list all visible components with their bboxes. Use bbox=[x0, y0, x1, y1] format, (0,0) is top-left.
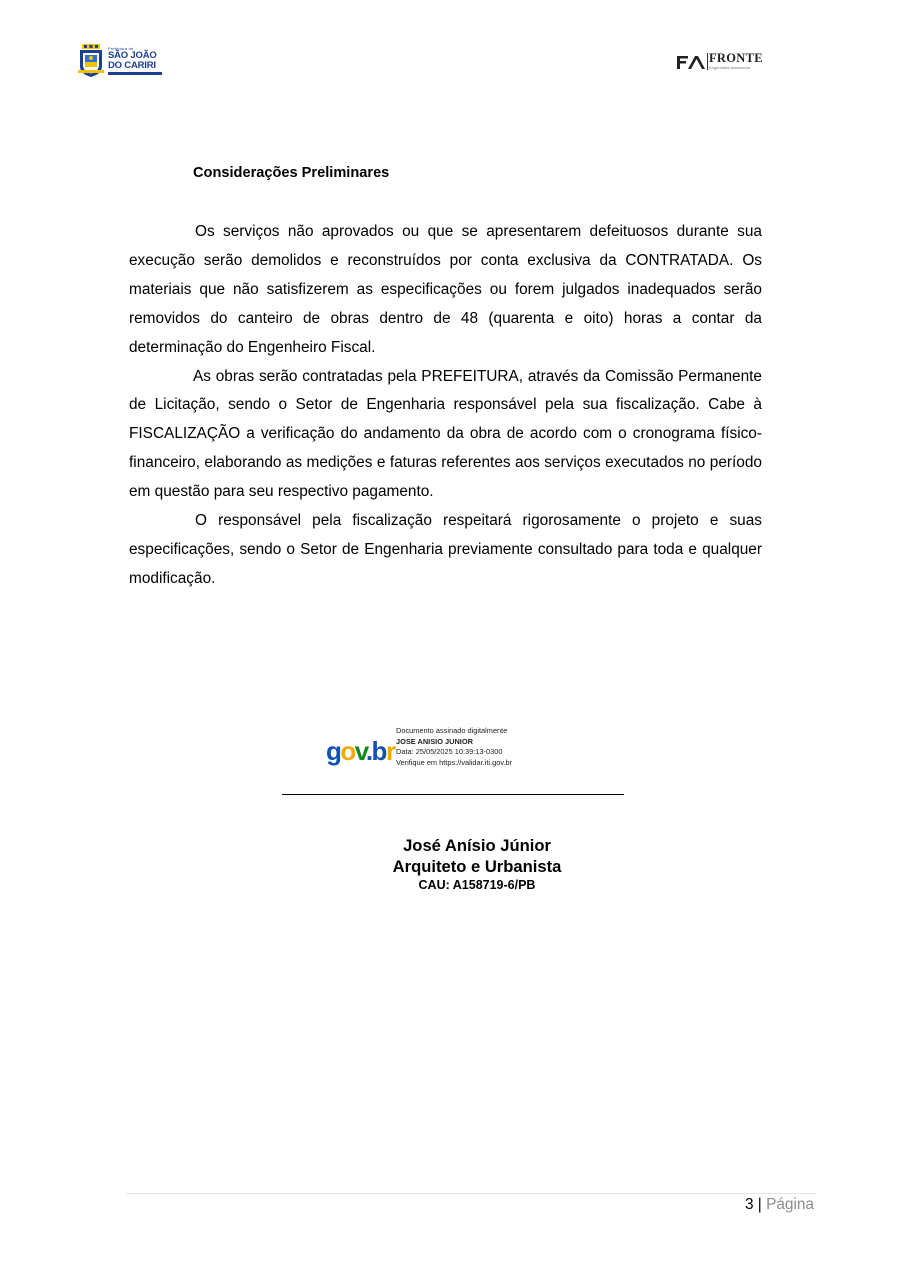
prefeitura-logo bbox=[76, 42, 162, 78]
city-name-line1: SÃO JOÃO bbox=[108, 50, 157, 61]
paragraph-1: Os serviços não aprovados ou que se apresentarem defeituosos durante sua execução serão demolidos e reconstruídos por conta exclusiva da CONTRATADA. Os materiais que não satisfizerem as especificações ou forem julgados inadequados serão removidos do canteiro de obras dentro de 48 (quarenta e oito) horas a contar da determinação do Engenheiro Fiscal. bbox=[129, 223, 762, 356]
signature-details bbox=[396, 726, 512, 768]
section-heading: Considerações Preliminares bbox=[193, 165, 390, 181]
signer-registration: CAU: A158719-6/PB bbox=[418, 878, 536, 892]
signer-role: Arquiteto e Urbanista bbox=[392, 857, 562, 876]
signature-signer-name: JOSE ANISIO JUNIOR bbox=[396, 736, 473, 746]
page-footer bbox=[745, 1196, 814, 1214]
document-body bbox=[129, 218, 762, 594]
page-separator: | bbox=[753, 1196, 767, 1213]
logo-divider bbox=[707, 53, 708, 70]
signature-caption: Documento assinado digitalmente bbox=[396, 726, 508, 735]
signature-verify-link[interactable]: Verifique em https://validar.iti.gov.br bbox=[396, 757, 513, 767]
signature-line bbox=[282, 794, 624, 795]
fronte-mark-icon bbox=[676, 54, 706, 70]
page-label: Página bbox=[766, 1196, 814, 1213]
page-number: 3 bbox=[744, 1196, 754, 1213]
digital-signature-stamp bbox=[326, 724, 556, 780]
prefeitura-name bbox=[108, 46, 164, 76]
paragraph-2: As obras serão contratadas pela PREFEITURA, através da Comissão Permanente de Licitação, sendo o Setor de Engenharia responsável pela sua fiscalização. Cabe à FISCALIZAÇÃO a verificação do andamento da obra de acordo com o cronograma físico-financeiro, elaborando as medições e faturas referentes aos serviços executados no período em questão para seu respectivo pagamento. bbox=[129, 367, 762, 501]
signature-date: Data: 25/05/2025 10:39:13-0300 bbox=[396, 747, 503, 757]
govbr-logo: gov.br bbox=[326, 736, 395, 766]
footer-divider bbox=[126, 1193, 816, 1194]
logo-underbar bbox=[108, 72, 162, 75]
fronte-brand: FRONTE bbox=[709, 51, 763, 65]
municipal-crest-icon bbox=[78, 44, 104, 78]
signer-name: José Anísio Júnior bbox=[403, 836, 551, 855]
fronte-tagline: Engenharia Assessoria bbox=[709, 65, 750, 70]
city-name-line2: DO CARIRI bbox=[108, 60, 156, 71]
prefeitura-prefix: Prefeitura de bbox=[108, 46, 134, 51]
paragraph-3: O responsável pela fiscalização respeitará rigorosamente o projeto e suas especificações, sendo o Setor de Engenharia previamente consultado para toda e qualquer modificação. bbox=[129, 512, 762, 587]
fronte-logo bbox=[676, 50, 766, 72]
